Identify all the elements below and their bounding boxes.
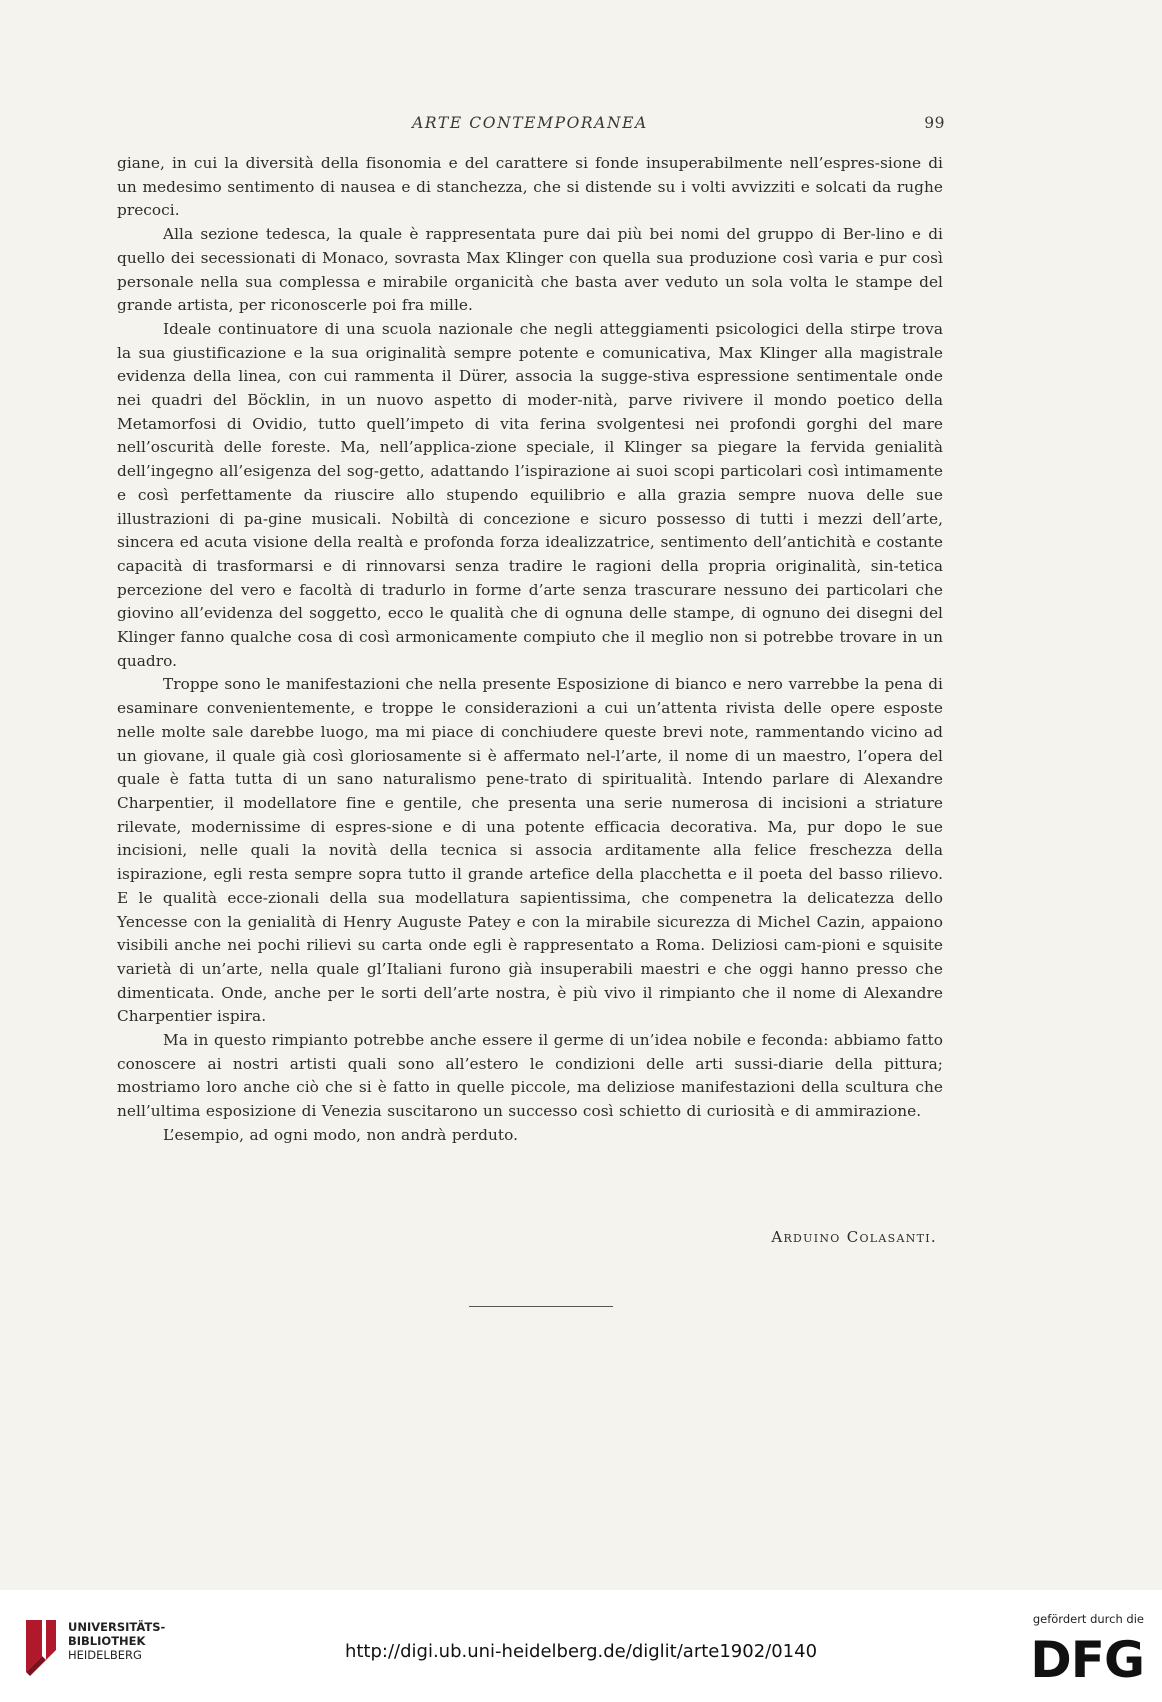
article-body (117, 152, 943, 1148)
paragraph: L’esempio, ad ogni modo, non andrà perduto. (163, 1125, 518, 1144)
digitization-footer (0, 1590, 1162, 1702)
paragraph: Alla sezione tedesca, la quale è rappresentata pure dai più bei nomi del gruppo di Ber-lino e di quello dei secessionati di Monaco, sovrasta Max Klinger con quella sua produzione così varia e pur così personale nella sua complessa e mirabile organicità che basta aver veduto un sola volta le stampe del grande artista, per riconoscerle poi fra mille. (117, 225, 943, 315)
library-line: UNIVERSITÄTS- (68, 1620, 166, 1634)
page-number: 99 (924, 114, 945, 132)
funding-caption: gefördert durch die (1032, 1612, 1144, 1626)
running-title: ARTE CONTEMPORANEA (412, 114, 648, 132)
paragraph: giane, in cui la diversità della fisonomia e del carattere si fonde insuperabilmente nell’espres-sione di un medesimo sentimento di nausea e di stanchezza, che si distende su i volti avvizziti e solcati da rughe precoci. (117, 154, 943, 220)
paragraph: Troppe sono le manifestazioni che nella presente Esposizione di bianco e nero varrebbe la pena di esaminare convenientemente, e troppe le considerazioni a cui un’attenta rivista delle opere esposte nelle molte sale darebbe luogo, ma mi piace di conchiudere queste brevi note, rammentando vicino ad un giovane, il quale già così gloriosamente si è affermato nel-l’arte, il nome di un maestro, l’opera del quale è fatta tutta di un sano naturalismo pene-trato di spiritualità. Intendo parlare di Alexandre Charpentier, il modellatore fine e gentile, che presenta una serie numerosa di incisioni a striature rilevate, modernissime di espres-sione e di una potente efficacia decorativa. Ma, pur dopo le sue incisioni, nelle quali la novità della tecnica si associa arditamente alla felice freschezza della ispirazione, egli resta sempre sopra tutto il grande artefice della placchetta e il poeta del basso rilievo. E le qualità ecce-zionali della sua modellatura sapientissima, che compenetra la delicatezza dello Yencesse con la genialità di Henry Auguste Patey e con la mirabile sicurezza di Michel Cazin, appaiono visibili anche nei pochi rilievi su carta onde egli è rappresentato a Roma. Deliziosi cam-pioni e squisite varietà di un’arte, nella quale gl’Italiani furono già insuperabili maestri e che oggi hanno presso che dimenticata. Onde, anche per le sorti dell’arte nostra, è più vivo il rimpianto che il nome di Alexandre Charpentier ispira. (117, 675, 943, 1026)
paragraph: Ma in questo rimpianto potrebbe anche essere il germe di un’idea nobile e feconda: abbiamo fatto conoscere ai nostri artisti quali sono all’estero le condizioni delle arti sussi-diarie della pittura; mostriamo loro anche ciò che si è fatto in quelle piccole, ma deliziose manifestazioni della scultura che nell’ultima esposizione di Venezia suscitarono un successo così schietto di curiosità e di ammirazione. (117, 1031, 943, 1121)
library-line: BIBLIOTHEK (68, 1634, 146, 1648)
author-signature: Arduino Colasanti. (771, 1228, 937, 1246)
paragraph: Ideale continuatore di una scuola nazionale che negli atteggiamenti psicologici della stirpe trova la sua giustificazione e la sua originalità sempre potente e comunicativa, Max Klinger alla magistrale evidenza della linea, con cui rammenta il Dürer, associa la sugge-stiva espressione sentimentale onde nei quadri del Böcklin, in un nuovo aspetto di moder-nità, parve rivivere il mondo poetico della Metamorfosi di Ovidio, tutto quell’impeto di vita ferina svolgentesi nei profondi gorghi del mare nell’oscurità delle foreste. Ma, nell’applica-zione speciale, il Klinger sa piegare la fervida genialità dell’ingegno all’esigenza del sog-getto, adattando l’ispirazione ai suoi scopi particolari così intimamente e così perfettamente da riuscire allo stupendo equilibrio e alla grazia sempre nuova delle sue illustrazioni di pa-gine musicali. Nobiltà di concezione e sicuro possesso di tutti i mezzi dell’arte, sincera ed acuta visione della realtà e profonda forza idealizzatrice, sentimento dell’antichità e costante capacità di trasformarsi e di rinnovarsi senza tradire le ragioni della propria originalità, sin-tetica percezione del vero e facoltà di tradurlo in forme d’arte senza trascurare nessuno dei particolari che giovino all’evidenza del soggetto, ecco le qualità che di ognuna delle stampe, di ognuno dei disegni del Klinger fanno qualche cosa di così armonicamente compiuto che il meglio non si potrebbe trovare in un quadro. (117, 319, 943, 670)
end-rule (469, 1306, 613, 1307)
permalink[interactable]: http://digi.ub.uni-heidelberg.de/diglit/arte1902/0140 (344, 1641, 818, 1662)
dfg-logo: DFG (1030, 1631, 1144, 1689)
library-line: HEIDELBERG (68, 1648, 142, 1662)
